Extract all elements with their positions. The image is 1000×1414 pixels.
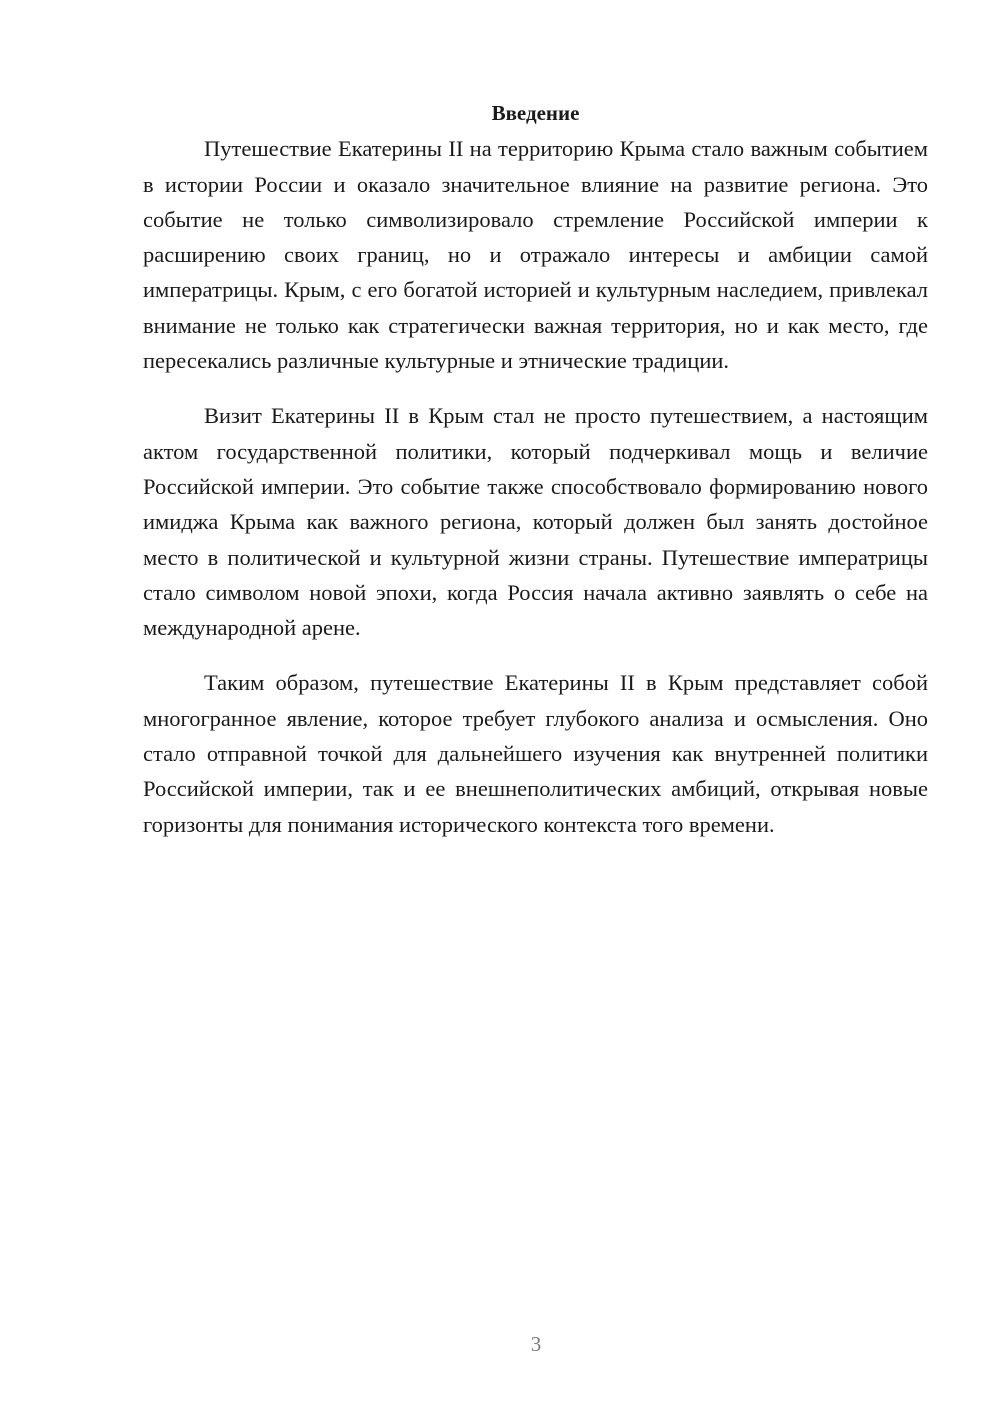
page-number: 3 xyxy=(530,1332,542,1356)
section-heading: Введение xyxy=(491,101,580,125)
paragraph: Путешествие Екатерины II на территорию Крыма стало важным событием в истории России и оказало значительное влияние на развитие региона. Это событие не только символизировало стремление Российской империи к расширению своих границ, но и отражало интересы и амбиции самой императрицы. Крым, с его богатой историей и культурным наследием, привлекал внимание не только как стратегически важная территория, но и как место, где пересекались различные культурные и этнические традиции. xyxy=(143,136,928,374)
paragraph: Таким образом, путешествие Екатерины II в Крым представляет собой многогранное явление, которое требует глубокого анализа и осмысления. Оно стало отправной точкой для дальнейшего изучения как внутренней политики Российской империи, так и ее внешнеполитических амбиций, открывая новые горизонты для понимания исторического контекста того времени. xyxy=(143,670,928,837)
paragraph: Визит Екатерины II в Крым стал не просто путешествием, а настоящим актом государственной политики, который подчеркивал мощь и величие Российской империи. Это событие также способствовало формированию нового имиджа Крыма как важного региона, который должен был занять достойное место в политической и культурной жизни страны. Путешествие императрицы стало символом новой эпохи, когда Россия начала активно заявлять о себе на международной арене. xyxy=(143,403,928,641)
page-body xyxy=(143,96,928,842)
